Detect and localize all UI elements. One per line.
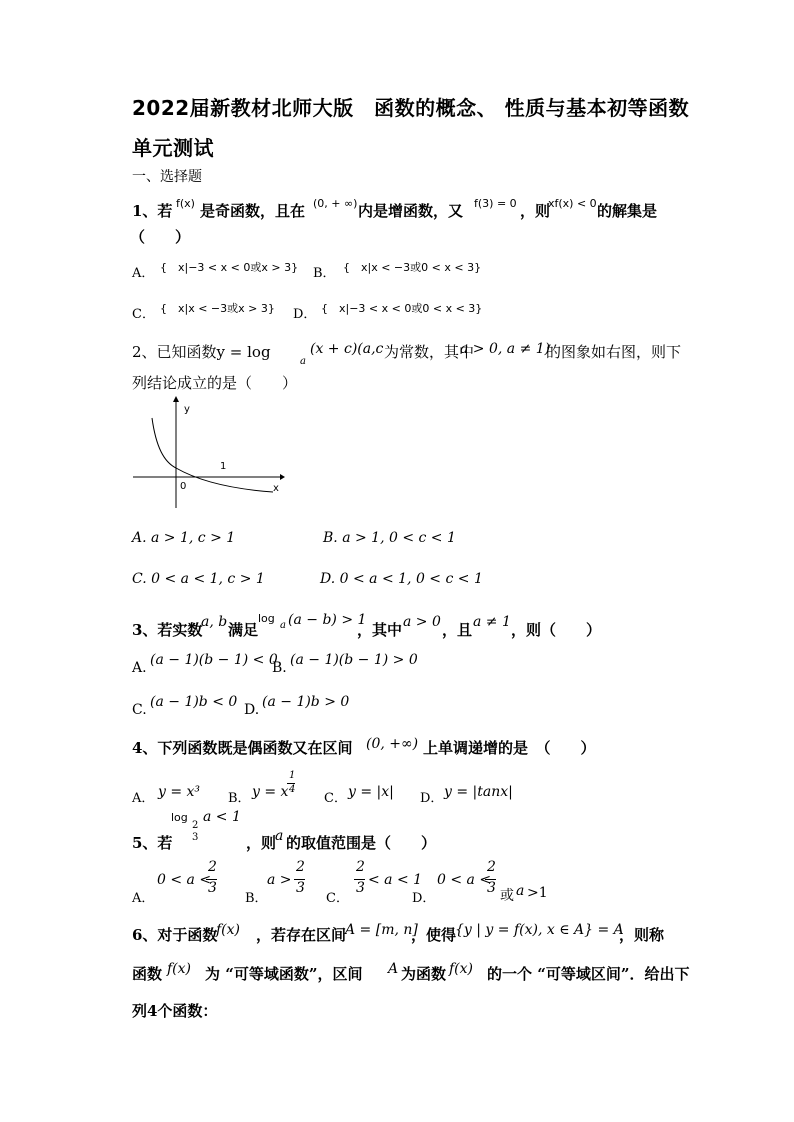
q5-text-1: 5、若	[132, 834, 173, 852]
q1-math-2: (0, + ∞)	[313, 197, 358, 210]
q6-text-3: ，使得	[411, 926, 457, 944]
q6-text-1: 6、对于函数	[132, 926, 218, 944]
q4-option-c: y = |x|	[348, 784, 394, 800]
q1-text-4: ，则	[520, 202, 551, 220]
q3-math-4: a ≠ 1	[473, 614, 511, 630]
q6-math-2: A = [m, n]	[345, 922, 418, 938]
q5-option-a-num: 2	[208, 859, 217, 875]
q6-math-1: f(x)	[216, 922, 241, 938]
y-axis-arrow	[173, 396, 179, 402]
q6-line2-text-4: 的一个 “可等域区间”．给出下	[487, 965, 690, 983]
q4-option-a-label: A．	[132, 791, 155, 806]
q3-option-a-label: A.	[132, 660, 147, 676]
q6-line2-math-2: A	[388, 961, 399, 977]
q6-math-3: {y | y = f(x), x ∈ A} = A	[455, 922, 624, 938]
q1-text-1: 1、若	[132, 202, 173, 220]
q1-text-5: 的解集是	[597, 202, 658, 220]
q6-line2-text-1: 函数	[132, 965, 163, 983]
x-axis-arrow	[280, 474, 285, 480]
title-line-1: 2022届新教材北师大版 函数的概念、 性质与基本初等函数	[132, 96, 690, 120]
q4-option-b: y = x	[252, 784, 289, 800]
q2-option-b: B. a > 1, 0 < c < 1	[323, 530, 456, 546]
q5-option-d-num: 2	[487, 859, 496, 875]
q1-option-d: { x|−3 < x < 0或0 < x < 3}	[321, 302, 483, 315]
q2-text-line2: 列结论成立的是（ ）	[132, 374, 298, 392]
q5-option-d-label: D．	[412, 891, 436, 906]
q5-option-d-den: 3	[487, 880, 496, 896]
q3-option-a: (a − 1)(b − 1) < 0	[150, 652, 278, 668]
q3-text-5: ，则（ ）	[511, 621, 602, 639]
q1-paren: （ ）	[130, 228, 191, 246]
q6-line3: 列4个函数：	[132, 1002, 218, 1020]
q5-condition: a < 1	[203, 809, 241, 825]
q4-math-1: (0, +∞)	[366, 736, 419, 752]
q3-log: log	[258, 612, 275, 625]
q5-option-c-post: < a < 1	[368, 872, 423, 888]
q2-text-1: 2、已知函数y = log	[132, 343, 271, 361]
q4-option-b-exp-den: 4	[289, 784, 296, 795]
q2-text-2: 为常数，其中	[384, 343, 475, 361]
function-curve	[152, 418, 273, 492]
q5-option-d-pre: 0 < a <	[437, 872, 492, 888]
q1-text-2: 是奇函数，且在	[200, 202, 306, 220]
q1-math-1: f(x)	[176, 197, 195, 210]
q2-math-1: (x + c)(a,c	[310, 341, 384, 357]
q5-option-b-den: 3	[296, 880, 305, 896]
tick-label-one: 1	[220, 461, 227, 472]
q2-math-2: a > 0, a ≠ 1)	[460, 341, 551, 357]
q3-text-2: 满足	[228, 621, 259, 639]
q5-option-d-post: >1	[527, 885, 548, 901]
q3-text-1: 3、若实数	[132, 621, 203, 639]
q5-option-d-or: 或	[500, 888, 514, 904]
q2-text-3: 的图象如右图，则下	[546, 343, 682, 361]
q1-option-a: { x|−3 < x < 0或x > 3}	[160, 261, 299, 274]
q4-text-1: 4、下列函数既是偶函数又在区间	[132, 739, 353, 757]
q1-option-b-label: B．	[313, 266, 336, 281]
q3-math-2: (a − b) > 1	[288, 612, 367, 628]
q2-option-a: A. a > 1, c > 1	[132, 530, 236, 546]
q1-text-3: 内是增函数，又	[358, 202, 464, 220]
q5-option-a-pre: 0 < a <	[157, 872, 212, 888]
q5-text-3: 的取值范围是（ ）	[286, 834, 437, 852]
q3-option-c-label: C.	[132, 702, 147, 718]
q5-option-a-label: A．	[132, 891, 155, 906]
q1-option-a-label: A．	[132, 266, 155, 281]
title-line-2: 单元测试	[132, 136, 214, 160]
q2-option-c: C. 0 < a < 1, c > 1	[132, 571, 265, 587]
q5-option-b-pre: a >	[267, 872, 292, 888]
q4-text-2: 上单调递增的是 （ ）	[423, 739, 596, 757]
q5-option-c-den: 3	[356, 880, 365, 896]
q3-log-base: a	[280, 620, 286, 631]
q1-math-4: xf(x) < 0	[548, 197, 597, 210]
q4-option-a: y = x³	[158, 784, 201, 800]
q1-option-c: { x|x < −3或x > 3}	[160, 302, 275, 315]
q1-option-b: { x|x < −3或0 < x < 3}	[343, 261, 482, 274]
q2-log-base: a	[300, 356, 306, 367]
section-heading: 一、选择题	[132, 169, 202, 185]
q2-option-d: D. 0 < a < 1, 0 < c < 1	[320, 571, 483, 587]
origin-label: 0	[180, 481, 187, 492]
q5-log-base-num: 2	[192, 820, 199, 831]
q4-option-b-exp-num: 1	[289, 770, 296, 781]
q4-option-d-label: D．	[420, 791, 444, 806]
q5-option-c-label: C．	[326, 891, 349, 906]
q5-option-d-a: a	[516, 883, 525, 899]
q5-text-2: ，则	[246, 834, 277, 852]
q3-option-c: (a − 1)b < 0	[150, 694, 238, 710]
q1-math-3: f(3) = 0	[474, 197, 517, 210]
q5-option-a-den: 3	[208, 880, 217, 896]
q3-math-3: a > 0	[403, 614, 441, 630]
q3-option-b-label: B.	[272, 660, 287, 676]
q5-math-a: a	[275, 828, 284, 844]
q6-line2-math-3: f(x)	[449, 961, 474, 977]
y-axis-label: y	[184, 404, 190, 415]
q6-line2-text-2: 为 “可等域函数”，区间	[205, 965, 363, 983]
q5-option-c-num: 2	[356, 859, 365, 875]
q3-text-4: ，且	[442, 621, 473, 639]
q3-option-d: (a − 1)b > 0	[262, 694, 350, 710]
q3-option-d-label: D.	[244, 702, 260, 718]
q3-option-b: (a − 1)(b − 1) > 0	[290, 652, 418, 668]
q6-text-2: ，若存在区间	[256, 926, 347, 944]
q4-option-c-label: C．	[324, 791, 347, 806]
q4-option-d: y = |tanx|	[444, 784, 513, 800]
q3-text-3: ，其中	[357, 621, 403, 639]
q5-log-base-den: 3	[192, 832, 199, 843]
q5-log: log	[171, 811, 188, 824]
q6-text-4: ，则称	[619, 926, 665, 944]
q6-line2-text-3: 为函数	[401, 965, 447, 983]
q5-option-b-label: B．	[245, 891, 268, 906]
x-axis-label: x	[273, 483, 279, 494]
q6-line2-math-1: f(x)	[167, 961, 192, 977]
q5-option-b-num: 2	[296, 859, 305, 875]
q2-function-graph	[128, 392, 288, 512]
q1-option-c-label: C．	[132, 307, 155, 322]
q1-option-d-label: D．	[293, 307, 317, 322]
q3-math-1: a, b	[201, 614, 228, 630]
q4-option-b-label: B．	[228, 791, 251, 806]
